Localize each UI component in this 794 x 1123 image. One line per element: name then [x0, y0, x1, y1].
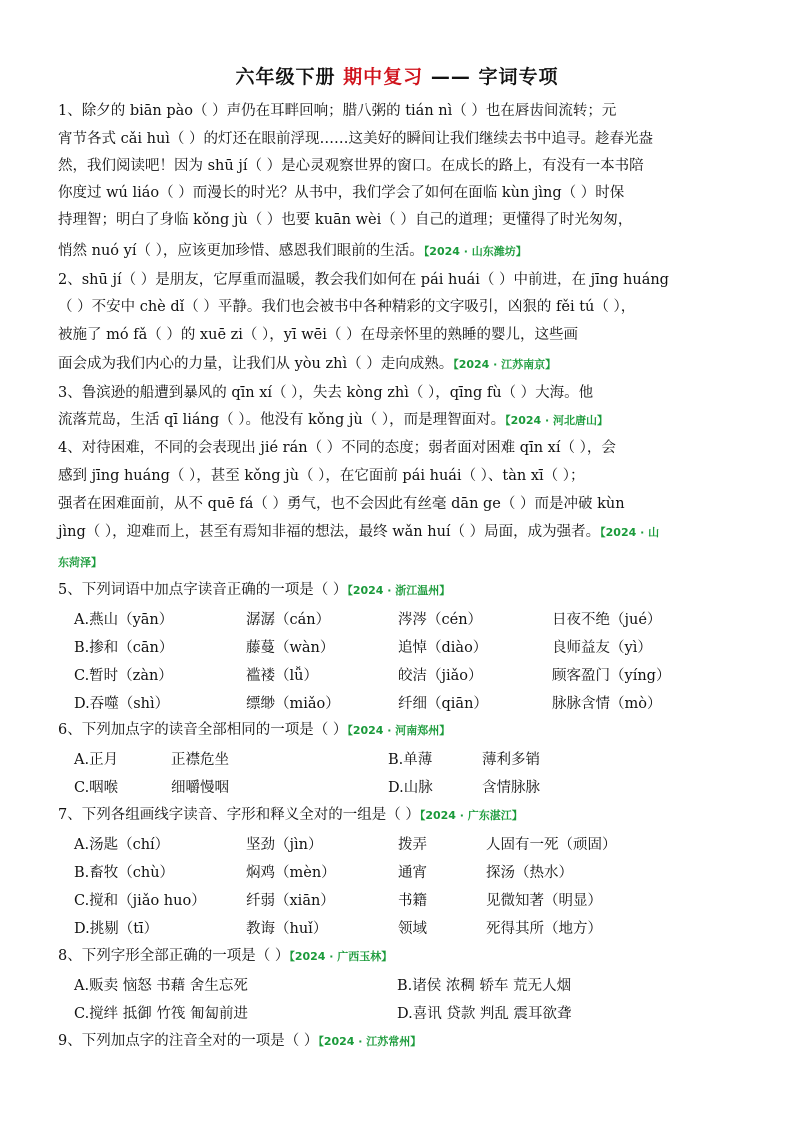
q6-options-cd [74, 776, 734, 798]
option-item: D.山脉 [388, 780, 433, 796]
q4-source-tag-cont: 东菏泽】 [58, 556, 102, 569]
option-item: 皎洁（jiǎo） [398, 668, 483, 684]
q7-stem-text: 7、下列各组画线字读音、字形和释义全对的一组是（ ） [58, 807, 420, 823]
option-item: 探汤（热水） [486, 865, 573, 881]
option-item: C.搅绊 抵御 竹筏 匍匐前进 [74, 1006, 249, 1022]
q1-line-4: 你度过 wú liáo（ ）而漫长的时光？从书中，我们学会了如何在面临 kùn jìng（ ）时保 [58, 185, 625, 201]
option-item: 纤细（qiān） [398, 696, 488, 712]
q2-line-4 [58, 354, 748, 375]
option-item: 潺潺（cán） [246, 612, 331, 628]
option-item: C.暂时（zàn） [74, 668, 173, 684]
q5-source-tag: 【2024 · 浙江温州】 [347, 584, 451, 597]
option-item: 含情脉脉 [482, 780, 540, 796]
q8-options-cd [74, 1002, 734, 1024]
option-item: 良师益友（yì） [552, 640, 652, 656]
option-item: 脉脉含情（mò） [552, 696, 662, 712]
option-item: 人固有一死（顽固） [486, 837, 617, 853]
q3-line-2 [58, 410, 748, 431]
q4-line-3: 强者在困难面前，从不 quē fá（ ）勇气，也不会因此有丝毫 dān ge（ ）而是冲破 kùn [58, 496, 625, 512]
title-dash: —— [430, 66, 471, 88]
option-item: 涔涔（cén） [398, 612, 483, 628]
q6-stem [58, 720, 748, 741]
q7-option-b [74, 861, 734, 883]
q1-line-6 [58, 241, 748, 262]
option-item: B.畜牧（chù） [74, 865, 175, 881]
q8-source-tag: 【2024 · 广西玉林】 [289, 950, 393, 963]
option-item: 褴褛（lǚ） [246, 668, 318, 684]
option-item: 缥缈（miǎo） [246, 696, 340, 712]
title-grade: 六年级下册 [235, 66, 336, 88]
q6-stem-text: 6、下列加点字的读音全部相同的一项是（ ） [58, 722, 348, 738]
option-item: 纤弱（xiān） [246, 893, 335, 909]
q9-stem [58, 1031, 748, 1052]
q8-stem [58, 946, 748, 967]
option-item: C.搅和（jiǎo huo） [74, 893, 206, 909]
q2-line-3: 被施了 mó fǎ（ ）的 xuē zi（ ），yī wēi（ ）在母亲怀里的熟睡的婴儿，这些画 [58, 327, 578, 343]
q1-line-1: 1、除夕的 biān pào（ ）声仍在耳畔回响；腊八粥的 tián nì（ ）也在唇齿间流转；元 [58, 103, 617, 119]
q5-option-c [74, 664, 734, 686]
q8-stem-text: 8、下列字形全部正确的一项是（ ） [58, 948, 290, 964]
option-item: 焖鸡（mèn） [246, 865, 336, 881]
option-item: A.正月 [74, 752, 119, 768]
q3-source-tag: 【2024 · 河北唐山】 [505, 414, 609, 427]
q4-line-5 [58, 552, 748, 573]
q9-stem-text: 9、下列加点字的注音全对的一项是（ ） [58, 1033, 319, 1049]
q4-line-4-text: jìng（ ），迎难而上，甚至有焉知非福的想法，最终 wǎn huí（ ）局面，成为强者。 [58, 524, 601, 540]
q2-line-1: 2、shū jí（ ）是朋友，它厚重而温暖，教会我们如何在 pái huái（ ）中前进，在 jīng huáng [58, 272, 669, 288]
q9-source-tag: 【2024 · 江苏常州】 [318, 1035, 422, 1048]
q8-options-ab [74, 974, 734, 996]
q3-line-2-text: 流落荒岛，生活 qī liáng（ ）。他没有 kǒng jù（ ），而是理智面对。 [58, 412, 506, 428]
option-item: D.喜讯 贷款 判乱 震耳欲聋 [397, 1006, 572, 1022]
title-review: 期中复习 [343, 66, 424, 88]
q4-source-tag: 【2024 · 山 [600, 526, 660, 539]
q5-option-d [74, 692, 734, 714]
q5-option-a [74, 608, 734, 630]
q1-line-6-text: 悄然 nuó yí（ ），应该更加珍惜、感恩我们眼前的生活。 [58, 243, 424, 259]
q4-line-1: 4、对待困难，不同的会表现出 jié rán（ ）不同的态度；弱者面对困难 qīn xí（ ），会 [58, 440, 616, 456]
option-item: 日夜不绝（jué） [552, 612, 662, 628]
q7-option-c [74, 889, 734, 911]
option-item: 见微知著（明显） [486, 893, 602, 909]
option-item: 顾客盈门（yíng） [552, 668, 671, 684]
option-item: A.汤匙（chí） [74, 837, 170, 853]
q7-option-a [74, 833, 734, 855]
option-item: B.单薄 [388, 752, 433, 768]
option-item: C.咽喉 [74, 780, 119, 796]
q2-source-tag: 【2024 · 江苏南京】 [453, 358, 557, 371]
option-item: 教诲（huǐ） [246, 921, 328, 937]
option-item: D.吞噬（shì） [74, 696, 170, 712]
page-title [0, 62, 794, 89]
option-item: 书籍 [398, 893, 427, 909]
q5-option-b [74, 636, 734, 658]
option-item: 追悼（diào） [398, 640, 488, 656]
option-item: 藤蔓（wàn） [246, 640, 335, 656]
option-item: B.诸侯 浓稠 轿车 荒无人烟 [397, 978, 572, 994]
q1-source-tag: 【2024 · 山东潍坊】 [423, 245, 527, 258]
q1-line-2: 宵节各式 cǎi huì（ ）的灯还在眼前浮现……这美好的瞬间让我们继续去书中追寻。趁春光盎 [58, 131, 654, 147]
q2-line-4-text: 面会成为我们内心的力量，让我们从 yòu zhì（ ）走向成熟。 [58, 356, 454, 372]
option-item: B.掺和（cān） [74, 640, 174, 656]
title-topic: 字词专项 [478, 66, 559, 88]
q2-line-2: （ ）不安中 chè dǐ（ ）平静。我们也会被书中各种精彩的文字吸引，凶狠的 fěi tú（ ）， [58, 299, 636, 315]
option-item: A.贩卖 恼怒 书藉 舍生忘死 [74, 978, 248, 994]
q7-stem [58, 805, 748, 826]
option-item: D.挑剔（tī） [74, 921, 159, 937]
option-item: 拨弄 [398, 837, 427, 853]
option-item: A.燕山（yān） [74, 612, 174, 628]
option-item: 死得其所（地方） [486, 921, 602, 937]
option-item: 正襟危坐 [171, 752, 229, 768]
q5-stem [58, 580, 748, 601]
q7-option-d [74, 917, 734, 939]
q4-line-4 [58, 522, 748, 543]
option-item: 细嚼慢咽 [171, 780, 229, 796]
q5-stem-text: 5、下列词语中加点字读音正确的一项是（ ） [58, 582, 348, 598]
q6-options-ab [74, 748, 734, 770]
q1-line-5: 持理智；明白了身临 kǒng jù（ ）也要 kuān wèi（ ）自己的道理；更懂得了时光匆匆， [58, 212, 633, 228]
option-item: 通宵 [398, 865, 427, 881]
q3-line-1: 3、鲁滨逊的船遭到暴风的 qīn xí（ ），失去 kòng zhì（ ），qīng fù（ ）大海。他 [58, 385, 594, 401]
q4-line-2: 感到 jīng huáng（ ），甚至 kǒng jù（ ），在它面前 pái huái（ ）、tàn xī（ ）； [58, 468, 585, 484]
option-item: 薄利多销 [482, 752, 540, 768]
option-item: 坚劲（jìn） [246, 837, 323, 853]
q1-line-3: 然，我们阅读吧！因为 shū jí（ ）是心灵观察世界的窗口。在成长的路上，有没有一本书陪 [58, 158, 644, 174]
q7-source-tag: 【2024 · 广东湛江】 [419, 809, 523, 822]
option-item: 领域 [398, 921, 427, 937]
q6-source-tag: 【2024 · 河南郑州】 [347, 724, 451, 737]
